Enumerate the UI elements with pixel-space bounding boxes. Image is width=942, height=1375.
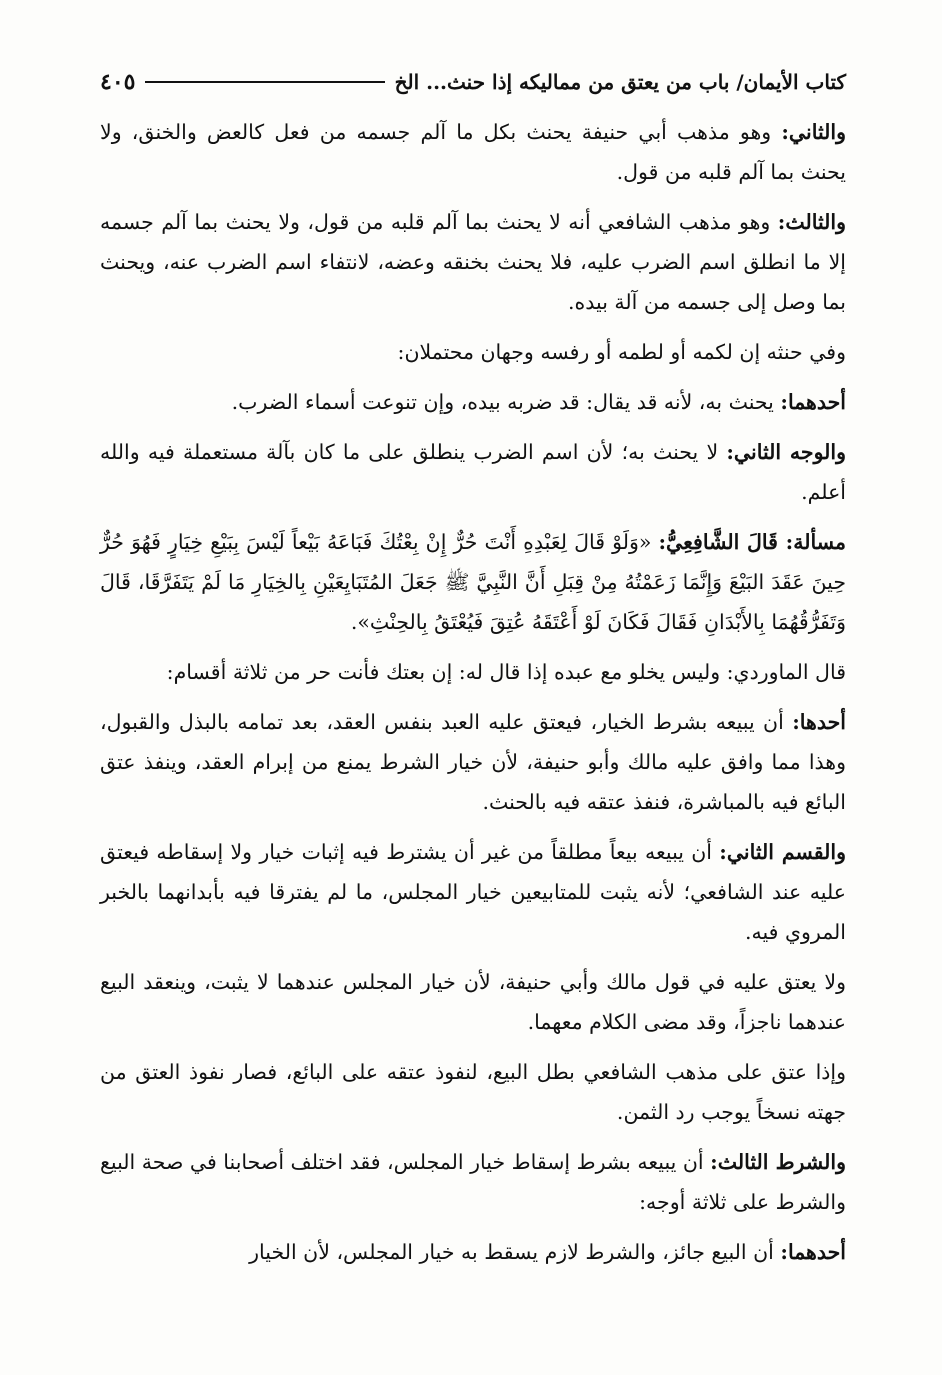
paragraph [100,1052,846,1132]
paragraph-text: وهو مذهب أبي حنيفة يحنث بكل ما آلم جسمه من فعل كالعض والخنق، ولا يحنث بما آلم قلبه من قول. [100,120,846,184]
paragraph-text: قال الماوردي: وليس يخلو مع عبده إذا قال له: إن بعتك فأنت حر من ثلاثة أقسام: [166,660,846,684]
paragraph [100,702,846,822]
paragraph [100,332,846,372]
paragraph [100,652,846,692]
paragraph-lead: والثالث: [777,210,846,234]
paragraph [100,1142,846,1222]
paragraph-lead: أحدهما: [780,1240,846,1264]
paragraph-text: وإذا عتق على مذهب الشافعي بطل البيع، لنفوذ عتقه على البائع، فصار نفوذ العتق من جهته نسخاً يوجب رد الثمن. [100,1060,846,1124]
paragraph-lead: أحدهما: [780,390,846,414]
body-text [100,112,846,1282]
paragraph-text: وهو مذهب الشافعي أنه لا يحنث بما آلم قلبه من قول، ولا يحنث بما آلم جسمه إلا ما انطلق اسم الضرب عليه، فلا يحنث بخنقه وعضه، لانتفاء اسم الضرب عنه، ويحنث بما وصل إلى جسمه من آلة بيده. [100,210,846,314]
paragraph-text: وفي حنثه إن لكمه أو لطمه أو رفسه وجهان محتملان: [397,340,846,364]
paragraph-lead: والقسم الثاني: [719,840,847,864]
paragraph-text: لا يحنث به؛ لأن اسم الضرب ينطلق على ما كان بآلة مستعملة فيه والله أعلم. [100,440,846,504]
running-header [100,62,846,102]
paragraph [100,382,846,422]
header-rule [145,81,384,83]
paragraph [100,962,846,1042]
paragraph [100,432,846,512]
paragraph-text: أن البيع جائز، والشرط لازم يسقط به خيار المجلس، لأن الخيار [249,1240,781,1264]
paragraph [100,112,846,192]
paragraph-lead: والثاني: [781,120,846,144]
paragraph-text: ولا يعتق عليه في قول مالك وأبي حنيفة، لأن خيار المجلس عندهما لا يثبت، وينعقد البيع عندهما ناجزاً، وقد مضى الكلام معهما. [100,970,846,1034]
paragraph [100,1232,846,1272]
paragraph [100,202,846,322]
paragraph-text: أن يبيعه بيعاً مطلقاً من غير أن يشترط فيه إثبات خيار ولا إسقاطه فيعتق عليه عند الشافعي؛ لأنه يثبت للمتابيعين خيار المجلس، ما لم يفترقا فيه بأبدانهما بالخبر المروي فيه. [100,840,846,944]
paragraph-text: يحنث به، لأنه قد يقال: قد ضربه بيده، وإن تنوعت أسماء الضرب. [231,390,781,414]
paragraph-lead: والشرط الثالث: [710,1150,846,1174]
paragraph-lead: مسألة: قَالَ الشَّافِعِيُّ: [658,530,846,554]
paragraph-text: أن يبيعه بشرط الخيار، فيعتق عليه العبد بنفس العقد، بعد تمامه بالبذل والقبول، وهذا مما وافق عليه مالك وأبو حنيفة، لأن خيار الشرط يمنع من إبرام العقد، وينفذ عتق البائع فيه بالمباشرة، فنفذ عتقه فيه بالحنث. [100,710,846,814]
page-number: ٤٠٥ [100,69,136,95]
chapter-title: كتاب الأيمان/ باب من يعتق من مماليكه إذا حنث... الخ [394,70,846,94]
masala-paragraph [100,522,846,642]
paragraph [100,832,846,952]
paragraph-lead: أحدها: [792,710,846,734]
paragraph-lead: والوجه الثاني: [726,440,846,464]
shafii-quote: «وَلَوْ قَالَ لِعَبْدِهِ أَنْتَ حُرٌّ إِنْ بِعْتُكَ فَبَاعَهُ بَيْعاً لَيْسَ بِبَيْعِ خِيَارٍ فَهُوَ حُرٌّ حِينَ عَقَدَ البَيْعَ وَإِنَّمَا زَعَمْتُهُ مِنْ قِبَلِ أَنَّ النَّبِيَّ ﷺ جَعَلَ المُتَبَايِعَيْنِ بِالخِيَارِ مَا لَمْ يَتَفَرَّقَا، قَالَ وَتَفَرُّقُهُمَا بِالأَبْدَانِ فَقَالَ فَكَانَ لَوْ أَعْتَقَهُ عُتِقَ فَيُعْتَقُ بِالحِنْثِ». [100,530,846,634]
paragraph-text: أن يبيعه بشرط إسقاط خيار المجلس، فقد اختلف أصحابنا في صحة البيع والشرط على ثلاثة أوجه: [100,1150,846,1214]
